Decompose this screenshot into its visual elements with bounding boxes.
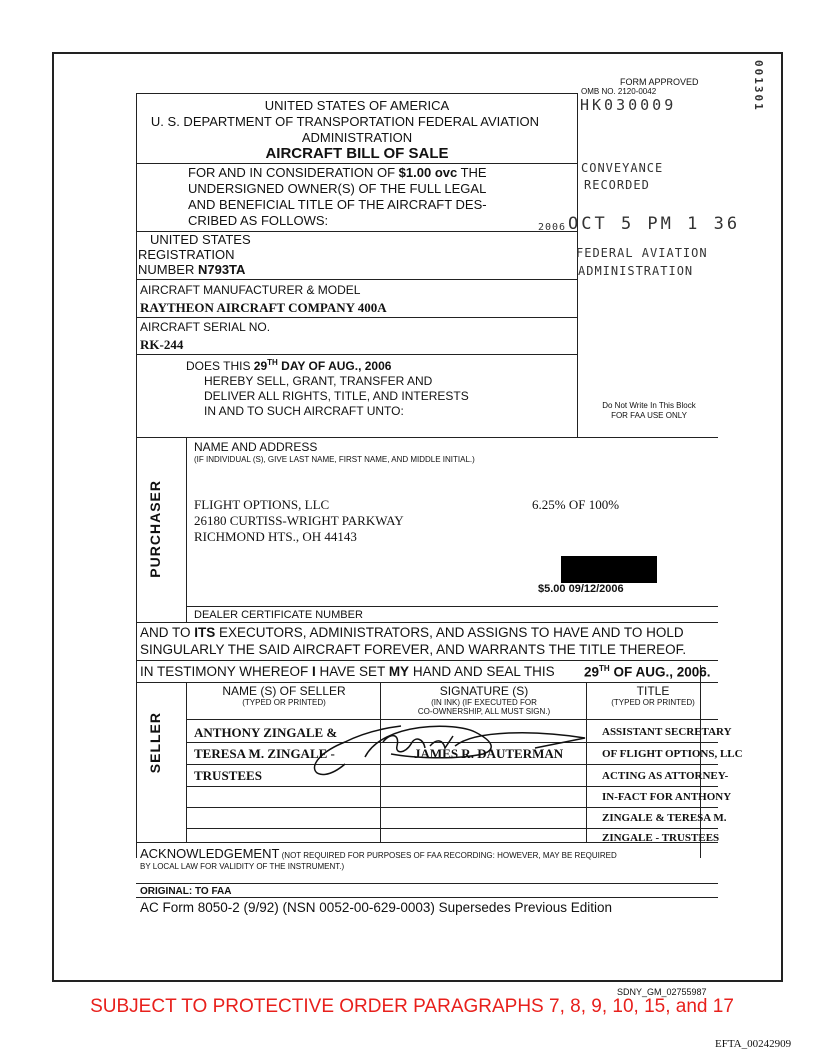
- divider: [136, 354, 578, 355]
- efta-number: EFTA_00242909: [715, 1038, 792, 1050]
- divider: [136, 437, 718, 438]
- registration-number: N793TA: [197, 262, 246, 277]
- divider: [136, 317, 578, 318]
- seller-col-signature-sub1: (IN INK) (IF EXECUTED FOR: [431, 698, 537, 707]
- seller-name-2: TERESA M. ZINGALE -: [194, 746, 335, 761]
- transfer-line1: DOES THIS 29TH DAY OF AUG., 2006: [186, 358, 392, 373]
- seller-divider: [186, 682, 187, 842]
- dealer-label: DEALER CERTIFICATE NUMBER: [194, 609, 363, 621]
- form-left-border: [136, 93, 137, 858]
- seller-title-5: ZINGALE & TERESA M.: [602, 812, 727, 824]
- reg-line1: UNITED STATES: [150, 232, 251, 247]
- transfer-line3: DELIVER ALL RIGHTS, TITLE, AND INTERESTS: [204, 389, 469, 403]
- stamp-line4: FEDERAL AVIATION: [576, 246, 708, 260]
- divider: [136, 279, 578, 280]
- divider: [186, 606, 718, 607]
- header-top-line: [136, 93, 578, 94]
- form-approved: FORM APPROVED: [620, 77, 699, 87]
- divider: [136, 660, 718, 661]
- form-title: AIRCRAFT BILL OF SALE: [265, 145, 449, 162]
- seller-title-6: ZINGALE - TRUSTEES: [602, 832, 720, 844]
- purchaser-name-label: NAME AND ADDRESS: [194, 440, 318, 454]
- row-line: [186, 807, 718, 808]
- divider: [136, 897, 718, 898]
- consideration-line1: FOR AND IN CONSIDERATION OF $1.00 ovc THE: [188, 165, 487, 180]
- stamp-line1: CONVEYANCE: [581, 161, 664, 175]
- form-number: AC Form 8050-2 (9/92) (NSN 0052-00-629-0003) Supersedes Previous Edition: [140, 900, 612, 915]
- mfr-label: AIRCRAFT MANUFACTURER & MODEL: [140, 283, 361, 297]
- serial-value: RK-244: [140, 337, 184, 352]
- doc-number: HK030009: [580, 96, 677, 114]
- consideration-amount: $1.00 ovc: [398, 165, 458, 180]
- header-line3: ADMINISTRATION: [301, 130, 413, 145]
- seller-col-name: NAME (S) OF SELLER: [222, 684, 346, 698]
- acknowledgement-note: BY LOCAL LAW FOR VALIDITY OF THE INSTRUMENT.): [140, 862, 345, 871]
- consideration-line2: UNDERSIGNED OWNER(S) OF THE FULL LEGAL: [188, 181, 487, 196]
- stamp-year: 2006: [538, 222, 567, 233]
- redaction-box: [561, 556, 657, 583]
- purchaser-address1: 26180 CURTISS-WRIGHT PARKWAY: [194, 513, 404, 528]
- divider: [136, 163, 578, 164]
- testimony-date: 29TH OF AUG., 2006.: [584, 664, 711, 680]
- divider: [136, 622, 718, 623]
- purchaser-name: FLIGHT OPTIONS, LLC: [194, 497, 330, 512]
- faa-use-line1: Do Not Write In This Block: [602, 401, 696, 410]
- purchaser-share: 6.25% OF 100%: [532, 497, 620, 512]
- seller-title-4: IN-FACT FOR ANTHONY: [602, 791, 732, 803]
- divider: [136, 682, 718, 683]
- seller-name-1: ANTHONY ZINGALE &: [194, 725, 338, 740]
- bates-number: SDNY_GM_02755987: [617, 987, 707, 997]
- faa-use-line2: FOR FAA USE ONLY: [611, 411, 687, 420]
- seller-col-title: TITLE: [636, 684, 670, 698]
- acknowledgement: ACKNOWLEDGEMENT (NOT REQUIRED FOR PURPOSES OF FAA RECORDING: HOWEVER, MAY BE REQUIRED: [140, 846, 617, 861]
- terms-line1: AND TO ITS EXECUTORS, ADMINISTRATORS, AND ASSIGNS TO HAVE AND TO HOLD: [140, 625, 684, 640]
- seller-title-2: OF FLIGHT OPTIONS, LLC: [602, 748, 743, 760]
- serial-label: AIRCRAFT SERIAL NO.: [140, 320, 271, 334]
- omb-number: OMB NO. 2120-0042: [581, 87, 657, 96]
- terms-line2: SINGULARLY THE SAID AIRCRAFT FOREVER, AND WARRANTS THE TITLE THEREOF.: [140, 642, 687, 657]
- seller-col-signature-sub2: CO-OWNERSHIP, ALL MUST SIGN.): [417, 707, 551, 716]
- reg-line3: NUMBER N793TA: [138, 262, 246, 277]
- header-line2: U. S. DEPARTMENT OF TRANSPORTATION FEDERAL AVIATION: [150, 114, 540, 129]
- seller-col-name-sub: (TYPED OR PRINTED): [242, 698, 326, 707]
- side-number: 001301: [752, 60, 765, 112]
- consideration-line4: CRIBED AS FOLLOWS:: [188, 213, 329, 228]
- seller-title-1: ASSISTANT SECRETARY: [602, 726, 732, 738]
- seller-title-3: ACTING AS ATTORNEY-: [602, 770, 729, 782]
- fee-stamp: $5.00 09/12/2006: [538, 583, 624, 595]
- mfr-value: RAYTHEON AIRCRAFT COMPANY 400A: [140, 300, 387, 315]
- seller-name-3: TRUSTEES: [194, 768, 262, 783]
- stamp-date: OCT 5 PM 1 36: [568, 214, 741, 234]
- stamp-line5: ADMINISTRATION: [578, 264, 694, 278]
- original-to-faa: ORIGINAL: TO FAA: [140, 886, 232, 897]
- header-line1: UNITED STATES OF AMERICA: [264, 98, 450, 113]
- row-line: [186, 828, 718, 829]
- seller-col-title-sub: (TYPED OR PRINTED): [611, 698, 695, 707]
- consideration-line3: AND BENEFICIAL TITLE OF THE AIRCRAFT DES-: [188, 197, 487, 212]
- purchaser-name-hint: (IF INDIVIDUAL (S), GIVE LAST NAME, FIRST NAME, AND MIDDLE INITIAL.): [194, 455, 475, 464]
- reg-line2: REGISTRATION: [138, 247, 235, 262]
- purchaser-side-label: PURCHASER: [147, 480, 163, 578]
- signature-scrawl: [305, 702, 595, 792]
- seller-col-signature: SIGNATURE (S): [439, 684, 529, 698]
- purchaser-divider: [186, 437, 187, 622]
- protective-order-notice: SUBJECT TO PROTECTIVE ORDER PARAGRAPHS 7, 8, 9, 10, 15, and 17: [90, 996, 734, 1017]
- signer-name: JAMES R. DAUTERMAN: [414, 746, 564, 761]
- testimony-line: IN TESTIMONY WHEREOF I HAVE SET MY HAND AND SEAL THIS: [140, 664, 555, 679]
- transfer-line4: IN AND TO SUCH AIRCRAFT UNTO:: [204, 404, 404, 418]
- transfer-line2: HEREBY SELL, GRANT, TRANSFER AND: [204, 374, 433, 388]
- purchaser-address2: RICHMOND HTS., OH 44143: [194, 529, 357, 544]
- stamp-line2: RECORDED: [584, 178, 650, 192]
- divider: [136, 883, 718, 884]
- seller-side-label: SELLER: [147, 712, 163, 774]
